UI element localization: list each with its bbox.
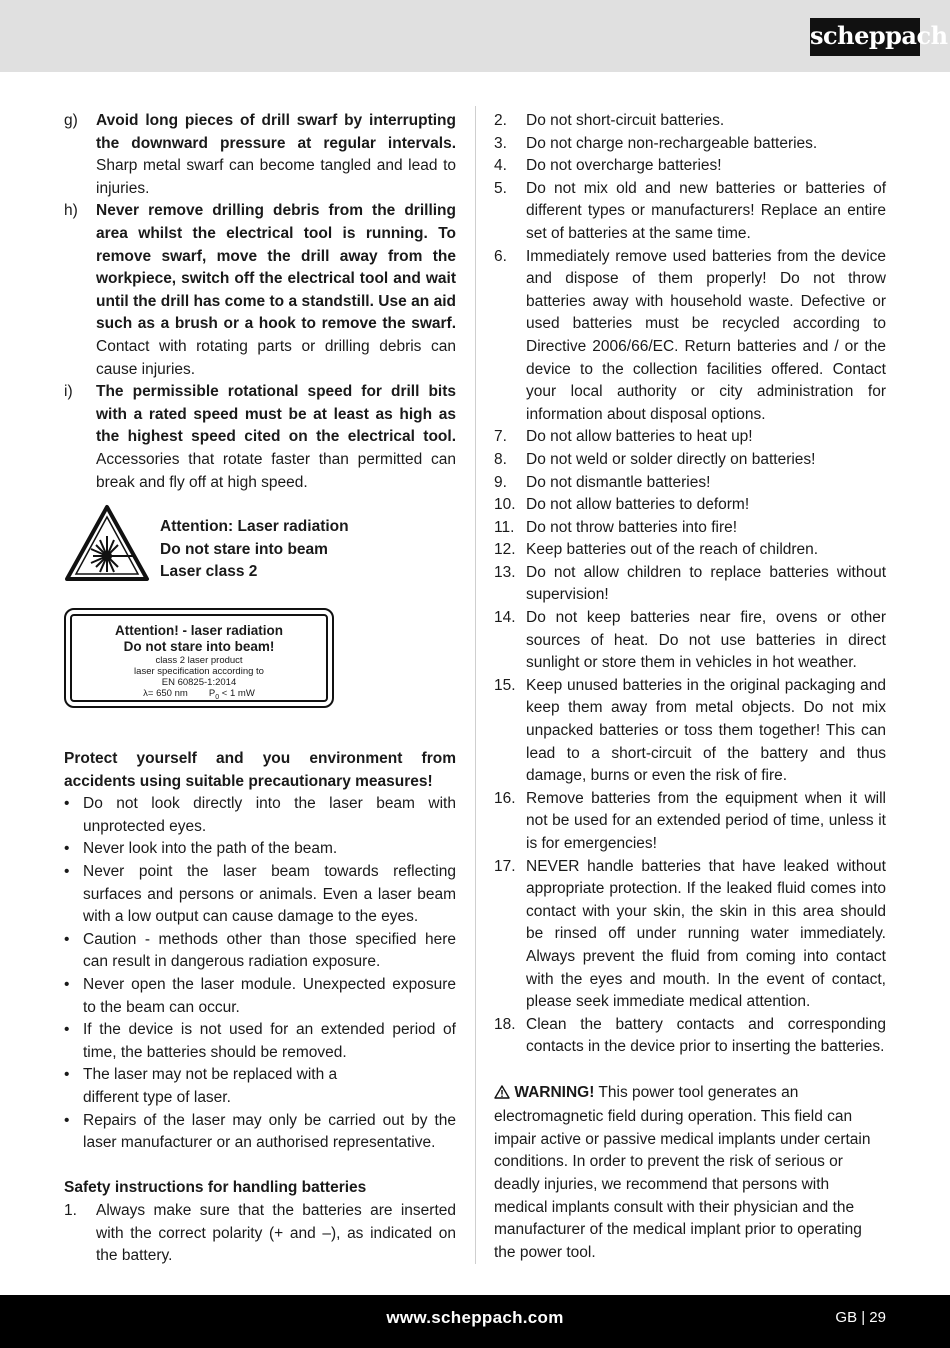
bullet-item: • Never open the laser module. Unexpected exposure to the beam can occur. bbox=[64, 976, 456, 1016]
list-item: 8. Do not weld or solder directly on batteries! bbox=[494, 450, 816, 468]
list-item: 12. Keep batteries out of the reach of children. bbox=[494, 541, 819, 559]
list-item: 17. NEVER handle batteries that have leaked without appropriate protection. If the leaked fluid comes into contact with your skin, the skin in this area should be rinsed off under running water immediately. Always prevent the fluid from coming into contact with the eyes and mouth. In the event of contact, please seek immediate medical attention. bbox=[494, 857, 886, 1011]
footer-bar bbox=[0, 1295, 950, 1348]
list-item: 16. Remove batteries from the equipment when it will not be used for an extended period of time, unless it is for emergencies! bbox=[494, 789, 886, 852]
bullet-item: • Caution - methods other than those specified here can result in dangerous radiation exposure. bbox=[64, 930, 456, 971]
warning-label: WARNING! bbox=[514, 1083, 595, 1101]
item-marker: h) bbox=[64, 202, 78, 220]
laser-label-line: class 2 laser product bbox=[155, 655, 243, 667]
list-item: 5. Do not mix old and new batteries or batteries of different types or manufacturers! Replace an entire set of batteries at the same time. bbox=[494, 179, 886, 242]
emf-warning bbox=[494, 1082, 886, 1265]
warning-triangle-icon bbox=[494, 1084, 510, 1107]
bullet-item: • Repairs of the laser may only be carried out by the laser manufacturer or an authorised representative. bbox=[64, 1111, 456, 1152]
item-text: Contact with rotating parts or drilling debris can cause injuries. bbox=[96, 337, 456, 378]
left-column bbox=[64, 110, 456, 1268]
item-text: Accessories that rotate faster than permitted can break and fly off at high speed. bbox=[96, 450, 456, 491]
laser-label-title: Attention! - laser radiation bbox=[114, 623, 283, 639]
laser-hazard-icon bbox=[64, 504, 160, 586]
list-item bbox=[64, 381, 456, 494]
battery-heading: Safety instructions for handling batteries bbox=[64, 1179, 367, 1197]
bullet-item: • Never look into the path of the beam. bbox=[64, 840, 338, 858]
right-column bbox=[494, 110, 886, 1264]
bullet-item: • Never point the laser beam towards reflecting surfaces and persons or animals. Even a laser beam with a low output can cause damage to the eyes. bbox=[64, 863, 456, 926]
item-bold-text: Never remove drilling debris from the drilling area whilst the electrical tool is running. To remove swarf, move the drill away from the workpiece, switch off the electrical tool and wait until the drill has come to a standstill. Use an aid such as a brush or a hook to remove the swarf. bbox=[96, 202, 456, 333]
laser-label-line: laser specification according to bbox=[134, 666, 264, 678]
item-marker: g) bbox=[64, 112, 78, 129]
list-item: 2. Do not short-circuit batteries. bbox=[494, 112, 725, 129]
item-text: Sharp metal swarf can become tangled and lead to injuries. bbox=[96, 157, 456, 197]
item-bold-text: The permissible rotational speed for drill bits with a rated speed must be at least as high as the highest speed cited on the electrical tool. bbox=[96, 383, 456, 446]
list-item: 3. Do not charge non-rechargeable batteries. bbox=[494, 134, 818, 152]
list-item: 10. Do not allow batteries to deform! bbox=[494, 496, 750, 514]
website-link[interactable]: www.scheppach.com bbox=[386, 1308, 564, 1327]
list-item: 6. Immediately remove used batteries from the device and dispose of them properly! Do not throw batteries away with household waste. Defective or used batteries must be recycled according to Directive 2006/66/EC. Return batteries and / or the device to the collection facilities offered. Contact your local authority or city administration for information about disposal options. bbox=[494, 247, 886, 423]
bullet-item: • The laser may not be replaced with a different type of laser. bbox=[64, 1066, 338, 1106]
list-item: 1. Always make sure that the batteries are inserted with the correct polarity (+ and –), as indicated on the battery. bbox=[64, 1201, 456, 1265]
header-bar bbox=[0, 0, 950, 72]
bullet-item: • If the device is not used for an extended period of time, the batteries should be removed. bbox=[64, 1021, 456, 1061]
laser-warning-line: Do not stare into beam bbox=[160, 540, 328, 558]
bullet-item: • Do not look directly into the laser beam with unprotected eyes. bbox=[64, 795, 456, 835]
item-bold-text: Avoid long pieces of drill swarf by interrupting the downward pressure at regular intervals. bbox=[96, 112, 456, 152]
laser-warning bbox=[64, 504, 456, 586]
warning-text: This power tool generates an electromagnetic field during operation. This field can impair active or passive medical implants under certain conditions. In order to prevent the risk of serious or deadly injuries, we recommend that persons with medical implants consult with their physician and the manufacturer of the medical implant prior to operating the power tool. bbox=[494, 1083, 871, 1261]
list-item: 13. Do not allow children to replace batteries without supervision! bbox=[494, 563, 886, 604]
laser-warning-line: Laser class 2 bbox=[160, 563, 258, 581]
list-item bbox=[64, 200, 456, 381]
protect-heading: Protect yourself and you environment from accidents using suitable precautionary measures! bbox=[64, 750, 456, 790]
list-item: 9. Do not dismantle batteries! bbox=[494, 473, 711, 491]
item-marker: i) bbox=[64, 383, 73, 401]
laser-warning-line: Attention: Laser radiation bbox=[160, 518, 349, 536]
list-item: 4. Do not overcharge batteries! bbox=[494, 157, 722, 175]
column-divider bbox=[475, 106, 476, 1264]
laser-label-line: EN 60825-1:2014 bbox=[161, 677, 237, 689]
list-item: 14. Do not keep batteries near fire, ovens or other sources of heat. Do not use batteries in direct sunlight or store them in vehicles in hot weather. bbox=[494, 609, 886, 672]
list-item bbox=[64, 110, 456, 200]
laser-label-subtitle: Do not stare into beam! bbox=[123, 639, 275, 655]
laser-label-specs: λ= 650 nm $P_0 < 1$ mW bbox=[143, 688, 255, 701]
page-number: GB | 29 bbox=[835, 1309, 886, 1326]
list-item: 18. Clean the battery contacts and corresponding contacts in the device prior to inserting the batteries. bbox=[494, 1015, 886, 1056]
laser-label-sticker bbox=[64, 608, 334, 708]
list-item: 11. Do not throw batteries into fire! bbox=[494, 518, 738, 536]
list-item: 15. Keep unused batteries in the original packaging and keep them away from metal objects. Do not mix unpacked batteries or toss them together! This can lead to a short-circuit of the battery and thus damage, burns or even the risk of fire. bbox=[494, 676, 886, 785]
list-item: 7. Do not allow batteries to heat up! bbox=[494, 428, 753, 446]
brand-logo: scheppach bbox=[810, 18, 920, 56]
